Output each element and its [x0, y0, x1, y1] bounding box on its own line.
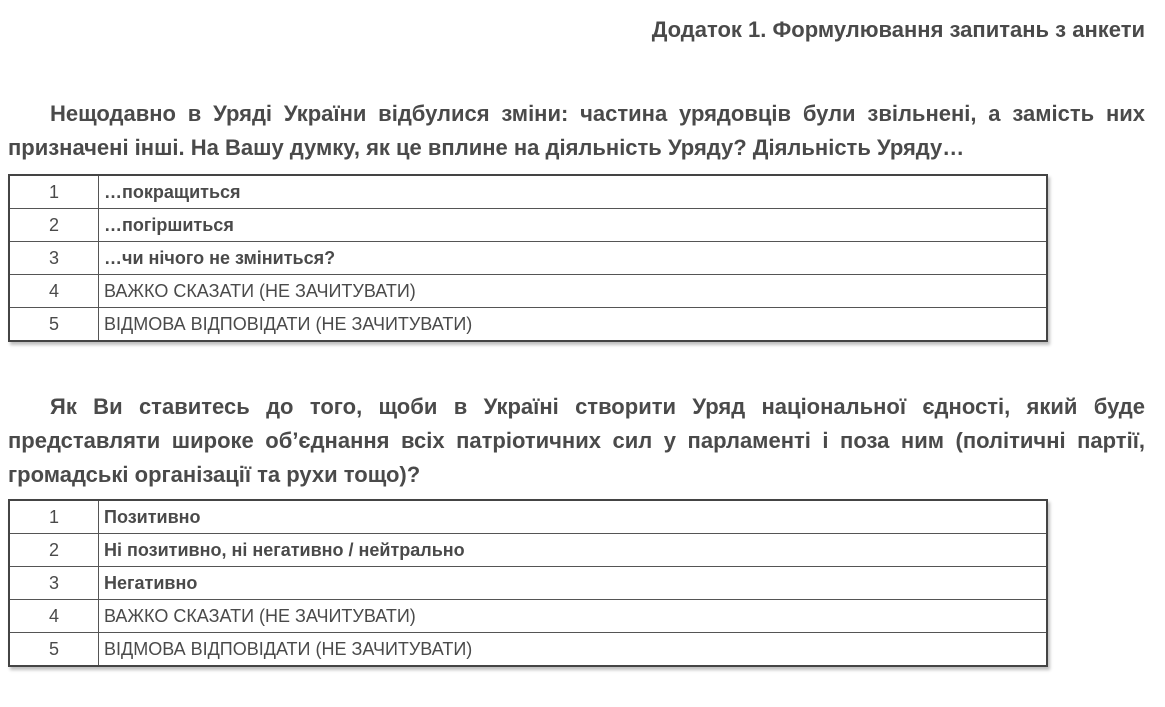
- option-number: 3: [9, 567, 99, 600]
- question-1-text: Нещодавно в Уряді України відбулися зміни: частина урядовців були звільнені, а замість них призначені інші. На Вашу думку, як це вплине на діяльність Уряду? Діяльність Уряду…: [8, 101, 1145, 160]
- question-2-options-table: [8, 499, 1048, 667]
- option-number: 5: [9, 308, 99, 342]
- option-label: Позитивно: [99, 500, 1048, 534]
- option-label: …чи нічого не зміниться?: [99, 242, 1048, 275]
- table-row: [9, 242, 1047, 275]
- table-row: [9, 567, 1047, 600]
- table-row: [9, 600, 1047, 633]
- option-number: 2: [9, 534, 99, 567]
- table-row: [9, 175, 1047, 209]
- option-label: …покращиться: [99, 175, 1048, 209]
- table-row: [9, 275, 1047, 308]
- option-label: ВАЖКО СКАЗАТИ (НЕ ЗАЧИТУВАТИ): [99, 275, 1048, 308]
- option-number: 1: [9, 500, 99, 534]
- table-row: [9, 308, 1047, 342]
- option-label: Негативно: [99, 567, 1048, 600]
- option-number: 4: [9, 275, 99, 308]
- option-number: 4: [9, 600, 99, 633]
- option-label: ВАЖКО СКАЗАТИ (НЕ ЗАЧИТУВАТИ): [99, 600, 1048, 633]
- option-label: ВІДМОВА ВІДПОВІДАТИ (НЕ ЗАЧИТУВАТИ): [99, 633, 1048, 667]
- table-row: [9, 500, 1047, 534]
- table-row: [9, 633, 1047, 667]
- question-2-text: Як Ви ставитесь до того, щоби в Україні створити Уряд національної єдності, який буде представляти широке об’єднання всіх патріотичних сил у парламенті і поза ним (політичні партії, громадські організації та рухи тощо)?: [8, 394, 1145, 487]
- table-row: [9, 209, 1047, 242]
- table-row: [9, 534, 1047, 567]
- option-label: ВІДМОВА ВІДПОВІДАТИ (НЕ ЗАЧИТУВАТИ): [99, 308, 1048, 342]
- option-number: 5: [9, 633, 99, 667]
- option-number: 3: [9, 242, 99, 275]
- option-label: …погіршиться: [99, 209, 1048, 242]
- question-1-options-table: [8, 174, 1048, 342]
- appendix-title: Додаток 1. Формулювання запитань з анкети: [651, 17, 1145, 42]
- option-number: 1: [9, 175, 99, 209]
- option-number: 2: [9, 209, 99, 242]
- option-label: Ні позитивно, ні негативно / нейтрально: [99, 534, 1048, 567]
